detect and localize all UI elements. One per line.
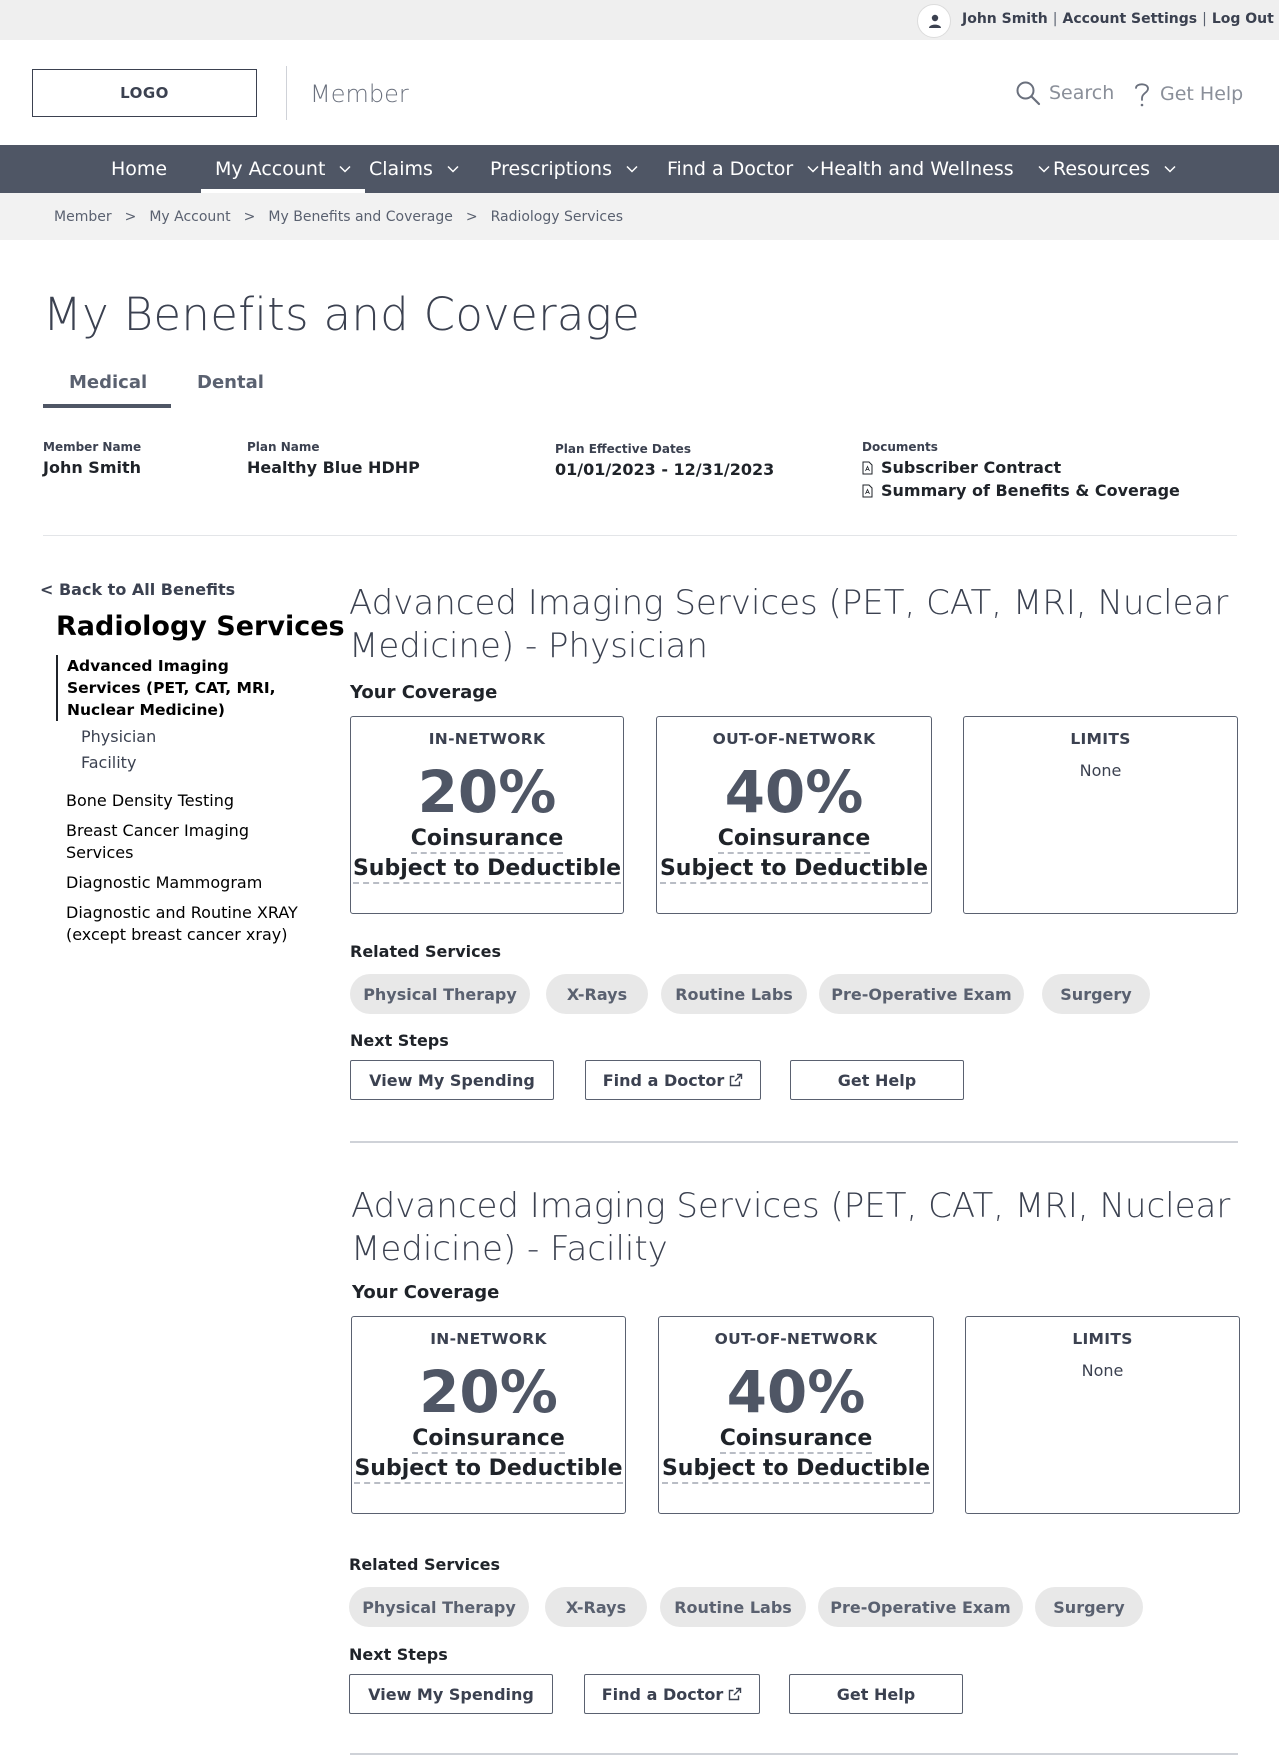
documents-label: Documents <box>862 440 938 454</box>
limits-value: None <box>1079 761 1122 780</box>
related-service-pill[interactable]: Routine Labs <box>661 974 807 1014</box>
plan-dates-label: Plan Effective Dates <box>555 442 691 456</box>
summary-of-benefits-link[interactable] <box>862 481 1180 500</box>
view-my-spending-button[interactable] <box>349 1674 553 1714</box>
your-coverage-heading: Your Coverage <box>352 1282 500 1303</box>
chevron-down-icon <box>1164 165 1176 173</box>
utility-links <box>962 11 1274 27</box>
your-coverage-heading: Your Coverage <box>350 682 498 703</box>
help-label: Get Help <box>1160 83 1244 105</box>
tab-dental[interactable]: Dental <box>197 372 264 393</box>
card-label: LIMITS <box>1070 730 1131 748</box>
nav-health-and-wellness[interactable] <box>820 145 1050 193</box>
in-network-card <box>351 1316 626 1514</box>
member-name-label: Member Name <box>43 440 142 454</box>
tab-medical[interactable]: Medical <box>69 372 148 393</box>
coinsurance-percent: 40% <box>724 758 864 826</box>
sidebar-item-breast-cancer-imaging[interactable]: Breast Cancer Imaging Services <box>66 821 249 862</box>
member-name-value: John Smith <box>43 458 142 477</box>
search-button[interactable] <box>1015 80 1114 106</box>
button-label: View My Spending <box>368 1684 534 1704</box>
section-separator <box>350 1141 1238 1143</box>
utility-separator: | <box>1052 11 1058 27</box>
documents-block <box>862 440 1180 504</box>
breadcrumb-benefits[interactable]: My Benefits and Coverage <box>268 209 453 225</box>
chevron-down-icon <box>339 165 351 173</box>
chevron-down-icon <box>626 165 638 173</box>
sidebar-item-diagnostic-mammogram[interactable]: Diagnostic Mammogram <box>66 873 263 892</box>
card-label: OUT-OF-NETWORK <box>712 730 876 748</box>
section-divider <box>43 535 1237 536</box>
site-name: Member <box>310 80 409 108</box>
log-out-link[interactable]: Log Out <box>1211 11 1274 27</box>
next-steps-heading: Next Steps <box>350 1031 449 1050</box>
nav-label: Find a Doctor <box>667 158 794 180</box>
get-help-button[interactable] <box>789 1674 963 1714</box>
nav-label: Resources <box>1053 158 1151 180</box>
button-label: Get Help <box>836 1684 916 1704</box>
get-help-button[interactable] <box>790 1060 964 1100</box>
get-help-button[interactable] <box>1132 80 1243 108</box>
button-label: Get Help <box>837 1070 917 1090</box>
out-of-network-card <box>656 716 932 914</box>
nav-label: Home <box>111 158 168 180</box>
related-service-pill[interactable]: Surgery <box>1042 974 1150 1014</box>
breadcrumb-current: Radiology Services <box>490 209 624 225</box>
external-link-icon <box>728 1687 742 1701</box>
deductible-term[interactable]: Subject to Deductible <box>354 1456 622 1484</box>
benefit-title-facility: Advanced Imaging Services (PET, CAT, MRI, Nuclear Medicine) - Facility <box>351 1186 1231 1269</box>
member-name-block <box>43 440 141 477</box>
card-label: LIMITS <box>1072 1330 1133 1348</box>
card-label: OUT-OF-NETWORK <box>714 1330 878 1348</box>
benefit-title-physician: Advanced Imaging Services (PET, CAT, MRI, Nuclear Medicine) - Physician <box>349 583 1229 666</box>
related-services-heading: Related Services <box>349 1555 501 1574</box>
breadcrumb-separator: > <box>124 209 137 225</box>
nav-label: My Account <box>215 158 326 180</box>
document-title: Subscriber Contract <box>881 458 1062 477</box>
sidebar-subitem-physician[interactable]: Physician <box>81 727 157 746</box>
user-icon <box>927 13 943 29</box>
nav-find-a-doctor[interactable] <box>667 145 819 193</box>
find-a-doctor-button[interactable] <box>584 1674 760 1714</box>
related-service-pill[interactable]: Surgery <box>1035 1587 1143 1627</box>
document-title: Summary of Benefits & Coverage <box>881 481 1180 500</box>
chevron-down-icon <box>807 165 819 173</box>
chevron-down-icon <box>1038 165 1050 173</box>
pdf-document-icon <box>862 484 873 498</box>
deductible-term[interactable]: Subject to Deductible <box>660 856 928 884</box>
coinsurance-percent: 20% <box>419 1358 558 1426</box>
coinsurance-term[interactable]: Coinsurance <box>720 1426 873 1454</box>
plan-dates-value: 01/01/2023 - 12/31/2023 <box>555 460 775 479</box>
search-label: Search <box>1049 82 1115 104</box>
coinsurance-term[interactable]: Coinsurance <box>411 826 564 854</box>
header-divider <box>286 66 287 120</box>
breadcrumb-separator: > <box>243 209 256 225</box>
limits-card <box>965 1316 1240 1514</box>
button-label: Find a Doctor <box>602 1070 725 1090</box>
button-label: View My Spending <box>369 1070 535 1090</box>
back-to-all-benefits-link[interactable]: < Back to All Benefits <box>40 580 236 599</box>
next-steps-heading: Next Steps <box>349 1645 448 1664</box>
plan-name-label: Plan Name <box>247 440 320 454</box>
plan-name-value: Healthy Blue HDHP <box>247 458 420 477</box>
related-service-pill[interactable]: X-Rays <box>545 1587 647 1627</box>
breadcrumb <box>54 209 623 225</box>
nav-home[interactable] <box>111 145 167 193</box>
related-service-pill[interactable]: Physical Therapy <box>349 1587 529 1627</box>
out-of-network-card <box>658 1316 934 1514</box>
related-service-pill[interactable]: Physical Therapy <box>350 974 530 1014</box>
question-icon <box>1132 80 1152 108</box>
active-tab-indicator <box>43 404 171 408</box>
related-services-heading: Related Services <box>350 942 502 961</box>
search-icon <box>1015 80 1041 106</box>
related-service-pill[interactable]: Pre-Operative Exam <box>819 974 1024 1014</box>
main-nav <box>0 145 1279 193</box>
limits-card <box>963 716 1238 914</box>
find-a-doctor-button[interactable] <box>585 1060 761 1100</box>
breadcrumb-separator: > <box>465 209 478 225</box>
card-label: IN-NETWORK <box>430 1330 547 1348</box>
sidebar-title: Radiology Services <box>56 611 345 642</box>
plan-dates-block <box>555 442 774 479</box>
pdf-document-icon <box>862 461 873 475</box>
nav-label: Prescriptions <box>490 158 612 180</box>
nav-label: Claims <box>369 158 433 180</box>
nav-label: Health and Wellness <box>820 158 1014 180</box>
breadcrumb-my-account[interactable]: My Account <box>149 209 231 225</box>
external-link-icon <box>729 1073 743 1087</box>
coinsurance-term[interactable]: Coinsurance <box>718 826 871 854</box>
section-separator <box>350 1753 1238 1755</box>
limits-value: None <box>1081 1361 1124 1380</box>
coinsurance-percent: 40% <box>726 1358 866 1426</box>
related-service-pill[interactable]: X-Rays <box>546 974 648 1014</box>
sidebar-item-diagnostic-xray[interactable]: Diagnostic and Routine XRAY (except breast cancer xray) <box>66 903 298 944</box>
logo[interactable]: LOGO <box>32 69 257 117</box>
view-my-spending-button[interactable] <box>350 1060 554 1100</box>
nav-resources[interactable] <box>1053 145 1176 193</box>
related-service-pill[interactable]: Routine Labs <box>660 1587 806 1627</box>
sidebar-item-bone-density[interactable]: Bone Density Testing <box>66 791 234 810</box>
in-network-card <box>350 716 624 914</box>
utility-bar <box>0 0 1279 40</box>
breadcrumb-bar <box>0 193 1279 240</box>
button-label: Find a Doctor <box>601 1684 724 1704</box>
sidebar-subitem-facility[interactable]: Facility <box>81 753 137 772</box>
user-avatar[interactable] <box>917 4 951 38</box>
utility-separator: | <box>1202 11 1207 27</box>
coinsurance-term[interactable]: Coinsurance <box>412 1426 565 1454</box>
nav-claims[interactable] <box>369 145 459 193</box>
chevron-down-icon <box>447 165 459 173</box>
card-label: IN-NETWORK <box>428 730 546 748</box>
page-title: My Benefits and Coverage <box>43 288 641 341</box>
breadcrumb-member[interactable]: Member <box>54 209 112 225</box>
plan-name-block <box>247 440 420 477</box>
coinsurance-percent: 20% <box>417 758 557 826</box>
deductible-term[interactable]: Subject to Deductible <box>353 856 621 884</box>
sidebar-item-advanced-imaging[interactable]: Advanced Imaging Services (PET, CAT, MRI, Nuclear Medicine) <box>56 655 296 721</box>
related-service-pill[interactable]: Pre-Operative Exam <box>818 1587 1023 1627</box>
nav-my-account[interactable] <box>215 145 351 193</box>
nav-prescriptions[interactable] <box>490 145 638 193</box>
user-name-link[interactable]: John Smith <box>962 11 1048 27</box>
deductible-term[interactable]: Subject to Deductible <box>662 1456 930 1484</box>
account-settings-link[interactable]: Account Settings <box>1062 11 1198 27</box>
subscriber-contract-link[interactable] <box>862 458 1180 477</box>
